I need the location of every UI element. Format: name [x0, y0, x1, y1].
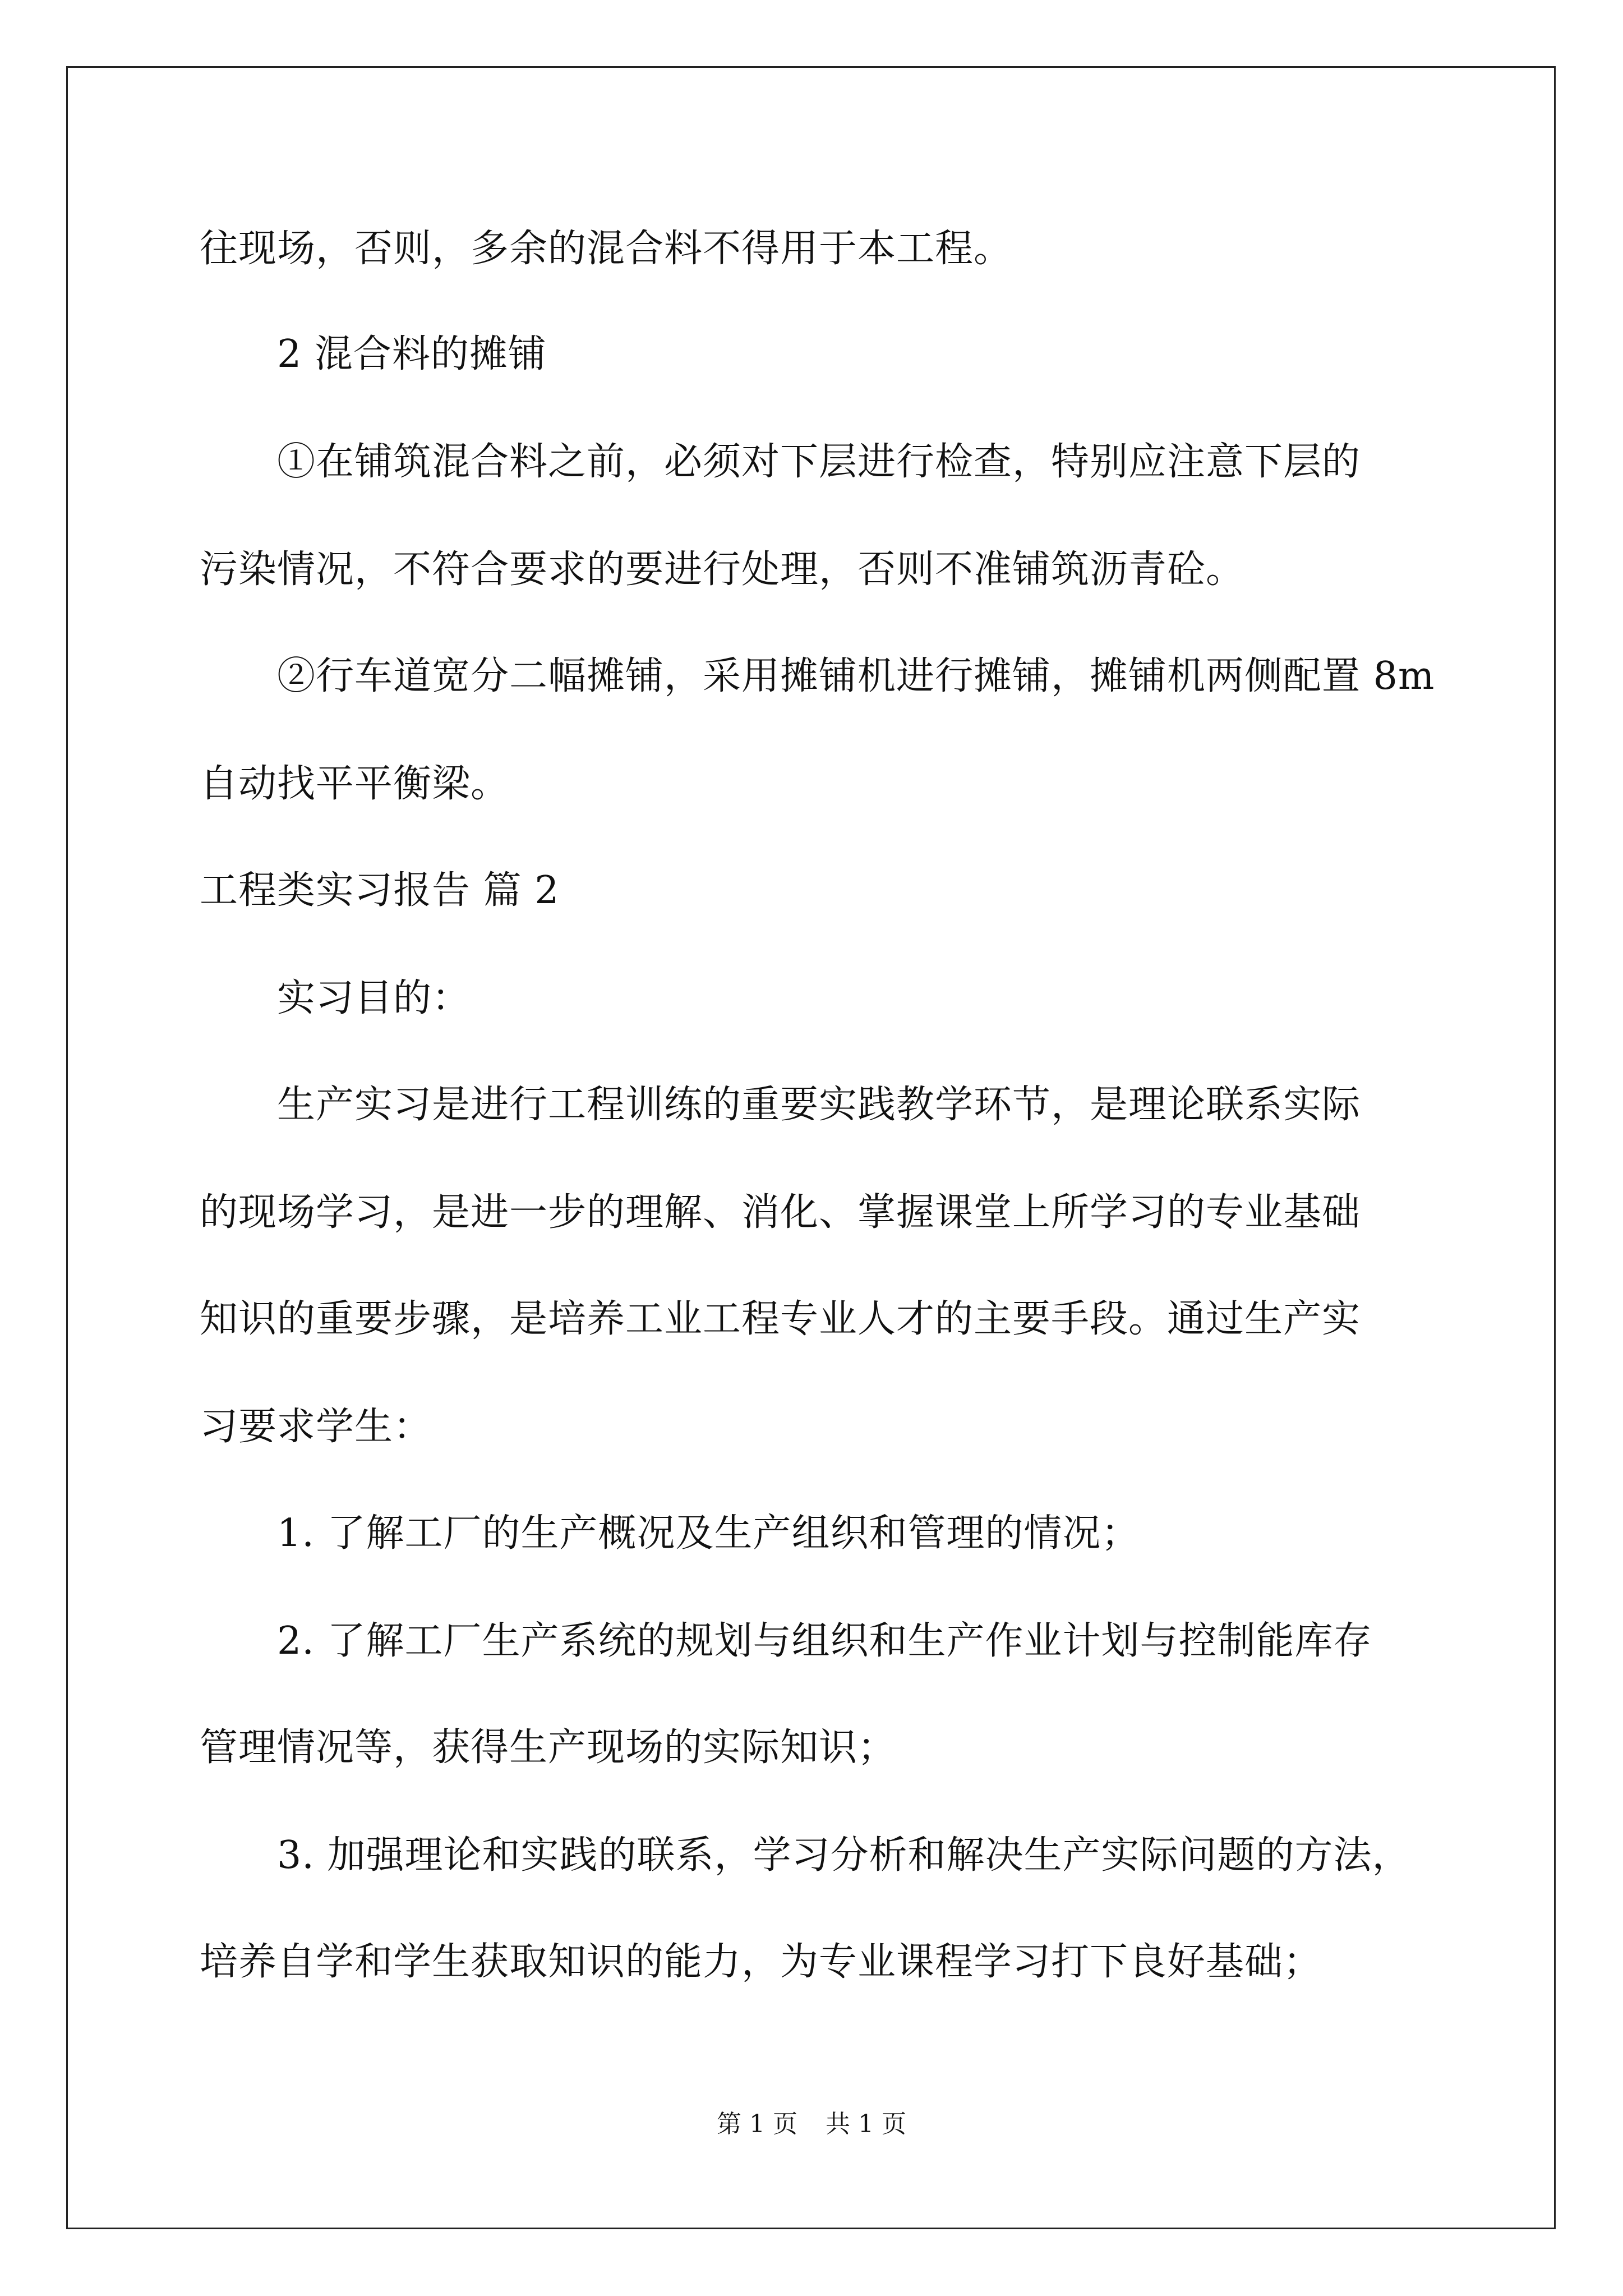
page-border [66, 66, 1556, 2229]
page-number: 第 1 页 [717, 2110, 797, 2138]
body-text-line: 知识的重要步骤，是培养工业工程专业人才的主要手段。通过生产实 [200, 1297, 1361, 1341]
list-item: 3. 加强理论和实践的联系，学习分析和解决生产实际问题的方法， [277, 1833, 1411, 1878]
body-text-line: 的现场学习，是进一步的理解、消化、掌握课堂上所学习的专业基础 [200, 1190, 1361, 1235]
page-footer [0, 2104, 1623, 2139]
body-text-line: ①在铺筑混合料之前，必须对下层进行检查，特别应注意下层的 [277, 440, 1361, 484]
body-text-line: 生产实习是进行工程训练的重要实践教学环节，是理论联系实际 [277, 1083, 1361, 1127]
body-text-line: 管理情况等，获得生产现场的实际知识； [200, 1726, 897, 1770]
list-item: 1. 了解工厂的生产概况及生产组织和管理的情况； [277, 1511, 1140, 1556]
body-text-line: 习要求学生： [200, 1405, 432, 1449]
body-text-line: 往现场，否则，多余的混合料不得用于本工程。 [200, 227, 1013, 271]
body-text-line: 培养自学和学生获取知识的能力，为专业课程学习打下良好基础； [200, 1940, 1322, 1984]
subsection-heading: 实习目的： [277, 976, 471, 1020]
body-text-line: 自动找平平衡梁。 [200, 762, 510, 806]
body-text-line: 污染情况，不符合要求的要进行处理，否则不准铺筑沥青砼。 [200, 547, 1245, 592]
report-title: 工程类实习报告 篇 2 [200, 868, 560, 913]
section-heading: 2 混合料的摊铺 [277, 332, 547, 376]
list-item: 2. 了解工厂生产系统的规划与组织和生产作业计划与控制能库存 [277, 1619, 1372, 1663]
body-text-line: ②行车道宽分二幅摊铺，采用摊铺机进行摊铺，摊铺机两侧配置 8m [277, 654, 1435, 698]
page-total: 共 1 页 [826, 2110, 906, 2138]
